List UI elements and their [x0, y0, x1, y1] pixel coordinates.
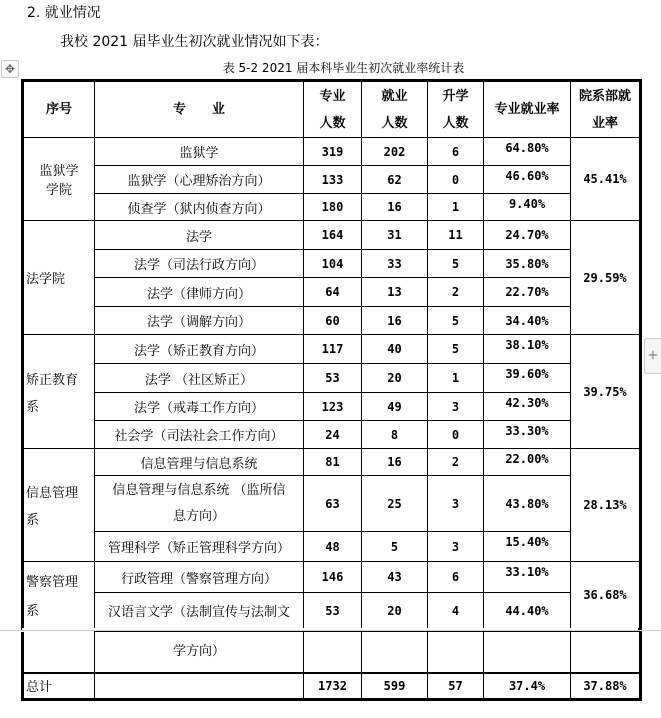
dept-rate-cell: 39.75%	[571, 335, 641, 449]
employed-cell: 31	[362, 221, 428, 250]
header-major: 专 业	[95, 81, 304, 138]
rate-cell: 22.00%	[484, 449, 571, 476]
major-cell: 法学	[95, 221, 304, 250]
department-cell: 法学院	[23, 221, 95, 335]
total-cell	[304, 632, 362, 673]
further-cell: 6	[428, 562, 484, 593]
employed-cell: 16	[362, 307, 428, 335]
total-cell: 48	[304, 532, 362, 562]
further-cell: 3	[428, 532, 484, 562]
major-cell: 法学（司法行政方向）	[95, 250, 304, 278]
further-cell: 5	[428, 335, 484, 364]
major-cell: 信息管理与信息系统	[95, 449, 304, 476]
table-row	[23, 138, 641, 166]
total-cell: 81	[304, 449, 362, 476]
rate-cell: 34.40%	[484, 307, 571, 335]
further-cell: 2	[428, 449, 484, 476]
further-cell: 1	[428, 364, 484, 393]
employed-cell: 43	[362, 562, 428, 593]
rate-cell: 9.40%	[484, 194, 571, 221]
further-cell: 3	[428, 476, 484, 532]
further-cell: 0	[428, 421, 484, 449]
employed-cell: 25	[362, 476, 428, 532]
total-cell: 53	[304, 593, 362, 630]
total-cell: 24	[304, 421, 362, 449]
major-cell: 侦查学（狱内侦查方向）	[95, 194, 304, 221]
total-cell: 63	[304, 476, 362, 532]
employed-cell: 16	[362, 194, 428, 221]
rate-cell: 37.4%	[484, 673, 571, 700]
employed-cell: 599	[362, 673, 428, 700]
section-heading: 2. 就业情况	[27, 5, 101, 21]
dept-rate-cell: 28.13%	[571, 449, 641, 562]
total-cell: 123	[304, 393, 362, 421]
employed-cell: 16	[362, 449, 428, 476]
rate-cell: 44.40%	[484, 593, 571, 630]
rate-cell: 46.60%	[484, 166, 571, 194]
rate-cell: 24.70%	[484, 221, 571, 250]
employed-cell: 20	[362, 364, 428, 393]
dept-rate-cell: 29.59%	[571, 221, 641, 335]
rate-cell: 38.10%	[484, 335, 571, 364]
table-row	[23, 221, 641, 250]
major-cell: 法学（矫正教育方向）	[95, 335, 304, 364]
employed-cell: 40	[362, 335, 428, 364]
major-cell	[95, 673, 304, 700]
plus-icon[interactable]: +	[644, 338, 661, 374]
header-employed-count: 就业 人数	[362, 81, 428, 138]
table-row	[23, 307, 641, 335]
major-cell: 学方向）	[95, 632, 304, 673]
table-row	[23, 476, 641, 532]
employed-cell: 5	[362, 532, 428, 562]
major-cell: 法学（调解方向）	[95, 307, 304, 335]
further-cell: 5	[428, 307, 484, 335]
total-cell: 53	[304, 364, 362, 393]
employed-cell: 8	[362, 421, 428, 449]
intro-paragraph: 我校 2021 届毕业生初次就业情况如下表：	[60, 34, 329, 50]
employed-cell	[362, 632, 428, 673]
department-cell: 信息管理 系	[23, 449, 95, 562]
department-cell: 矫正教育 系	[23, 335, 95, 449]
total-cell: 1732	[304, 673, 362, 700]
major-cell: 监狱学（心理矫治方向）	[95, 166, 304, 194]
rate-cell: 42.30%	[484, 393, 571, 421]
total-cell: 164	[304, 221, 362, 250]
table-row	[23, 449, 641, 476]
major-cell: 汉语言文学（法制宣传与法制文	[95, 593, 304, 630]
table-row	[23, 532, 641, 562]
major-cell: 管理科学（矫正管理科学方向）	[95, 532, 304, 562]
table-row	[23, 194, 641, 221]
rate-cell: 39.60%	[484, 364, 571, 393]
employed-cell: 62	[362, 166, 428, 194]
rate-cell: 35.80%	[484, 250, 571, 278]
rate-cell: 15.40%	[484, 532, 571, 562]
employed-cell: 33	[362, 250, 428, 278]
total-label: 总计	[23, 673, 95, 700]
further-cell: 0	[428, 166, 484, 194]
total-row	[23, 673, 641, 700]
employed-cell: 49	[362, 393, 428, 421]
total-cell: 133	[304, 166, 362, 194]
dept-rate-cell: 45.41%	[571, 138, 641, 221]
header-row	[23, 81, 641, 138]
rate-cell: 43.80%	[484, 476, 571, 532]
header-major-count: 专业 人数	[304, 81, 362, 138]
employed-cell: 13	[362, 278, 428, 307]
table-row-continued	[23, 632, 641, 673]
header-dept-rate: 院系部就 业率	[571, 81, 641, 138]
rate-cell: 64.80%	[484, 138, 571, 166]
rate-cell: 33.10%	[484, 562, 571, 593]
total-cell: 64	[304, 278, 362, 307]
table-caption-text: 表 5-2 2021 届本科毕业生初次就业率统计表	[222, 61, 465, 75]
header-further-study: 升学 人数	[428, 81, 484, 138]
employed-cell: 202	[362, 138, 428, 166]
further-cell: 1	[428, 194, 484, 221]
further-cell: 5	[428, 250, 484, 278]
further-cell: 57	[428, 673, 484, 700]
major-cell: 行政管理（警察管理方向）	[95, 562, 304, 593]
rate-cell: 22.70%	[484, 278, 571, 307]
further-cell: 6	[428, 138, 484, 166]
table-row	[23, 166, 641, 194]
further-cell: 2	[428, 278, 484, 307]
table-caption	[0, 59, 661, 76]
major-cell: 法学（戒毒工作方向）	[95, 393, 304, 421]
major-cell: 信息管理与信息系统 （监所信 息方向）	[95, 476, 304, 532]
department-cell: 监狱学 学院	[23, 138, 95, 221]
table-row	[23, 335, 641, 364]
rate-cell: 33.30%	[484, 421, 571, 449]
major-cell: 法学 （社区矫正）	[95, 364, 304, 393]
major-cell: 法学（律师方向）	[95, 278, 304, 307]
table-row	[23, 393, 641, 421]
table-row	[23, 250, 641, 278]
total-cell: 117	[304, 335, 362, 364]
table-row	[23, 421, 641, 449]
dept-rate-cell: 37.88%	[571, 673, 641, 700]
major-cell: 监狱学	[95, 138, 304, 166]
department-cell	[23, 632, 95, 673]
total-cell: 60	[304, 307, 362, 335]
total-cell: 319	[304, 138, 362, 166]
employment-table	[21, 79, 642, 631]
header-seq: 序号	[23, 81, 95, 138]
department-cell: 警察管理 系	[23, 562, 95, 630]
employed-cell: 20	[362, 593, 428, 630]
major-cell: 社会学（司法社会工作方向）	[95, 421, 304, 449]
further-cell: 3	[428, 393, 484, 421]
total-cell: 146	[304, 562, 362, 593]
move-arrows-icon[interactable]: ✥	[1, 60, 19, 78]
header-major-rate: 专业就业率	[484, 81, 571, 138]
dept-rate-cell	[571, 632, 641, 673]
total-cell: 180	[304, 194, 362, 221]
further-cell: 11	[428, 221, 484, 250]
rate-cell	[484, 632, 571, 673]
employment-table-continued	[21, 631, 642, 701]
table-row	[23, 562, 641, 593]
dept-rate-cell: 36.68%	[571, 562, 641, 630]
table-row	[23, 364, 641, 393]
table-row	[23, 278, 641, 307]
total-cell: 104	[304, 250, 362, 278]
further-cell	[428, 632, 484, 673]
table-row	[23, 593, 641, 630]
further-cell: 4	[428, 593, 484, 630]
